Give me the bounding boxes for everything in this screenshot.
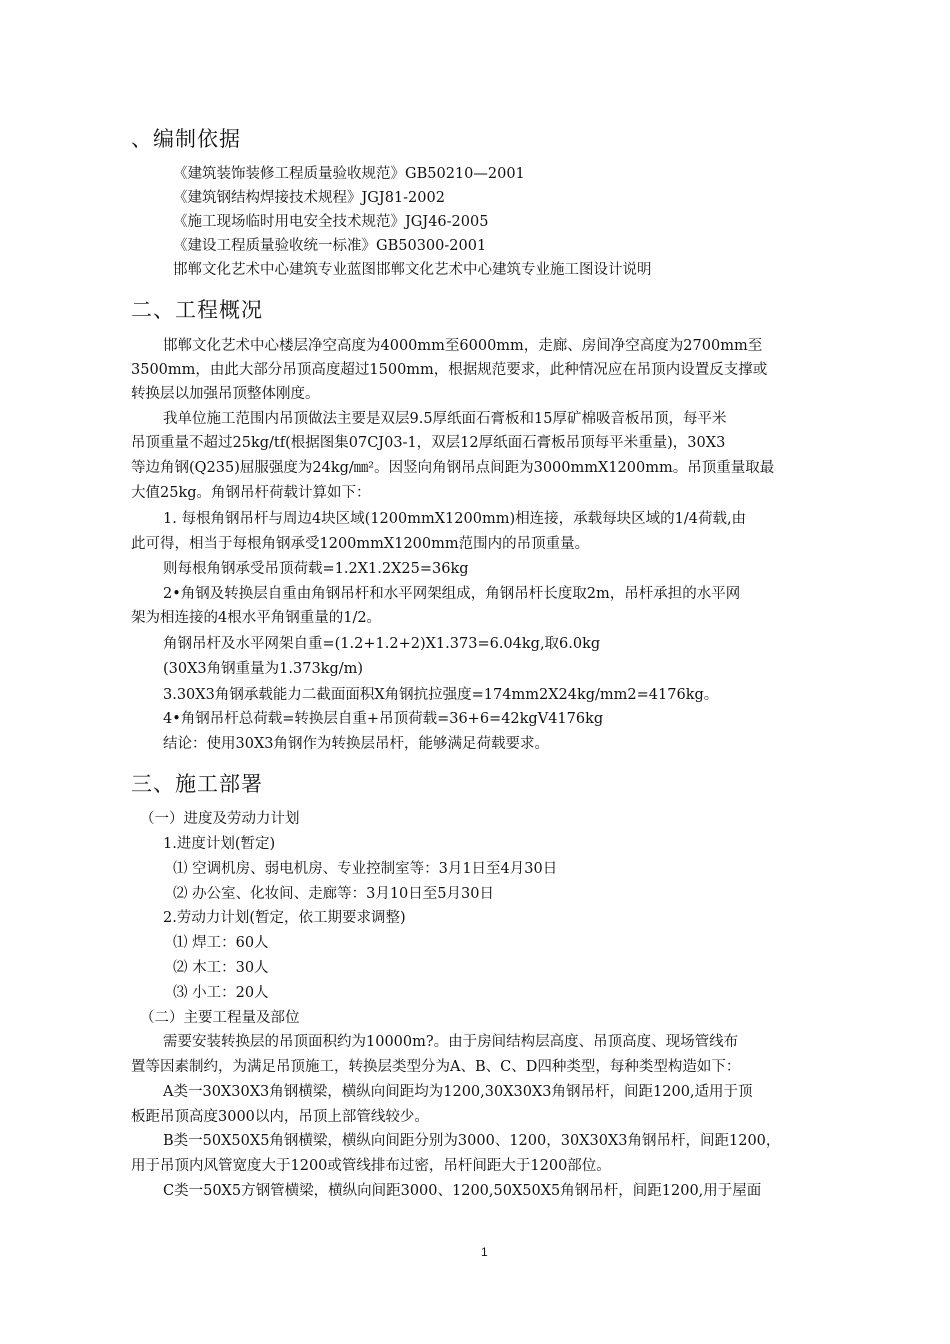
- body-line: 1. 每根角钢吊杆与周边4块区域(1200mmX1200mm)相连接，承载每块区域的1/4荷载,由: [163, 511, 747, 527]
- body-line: 转换层以加强吊顶整体刚度。: [131, 386, 320, 402]
- conclusion-line: 结论：使用30X3角钢作为转换层吊杆，能够满足荷载要求。: [163, 736, 549, 752]
- list-item: ⑶ 小工：20人: [173, 985, 269, 1001]
- body-line: 吊顶重量不超过25kg/tf(根据图集07CJ03-1，双层12厚纸面石膏板吊顶每平米重量)，30X3: [131, 435, 726, 451]
- body-line: 则每根角钢承受吊顶荷载=1.2X1.2X25=36kg: [163, 561, 469, 577]
- body-line: B类一50X50X5角钢横梁，横纵向间距分别为3000、1200，30X30X3角钢吊杆，间距1200，: [163, 1133, 781, 1149]
- body-line: (30X3角钢重量为1.373kg/m): [163, 661, 364, 677]
- body-line: 板距吊顶高度3000以内，吊顶上部管线较少。: [131, 1109, 429, 1125]
- body-line: 邯郸文化艺术中心楼层净空高度为4000mm至6000mm，走廊、房间净空高度为2700mm至: [163, 338, 763, 354]
- body-line: 需要安装转换层的吊顶面积约为10000m?。由于房间结构层高度、吊顶高度、现场管线布: [163, 1034, 739, 1050]
- body-line: 3500mm，由此大部分吊顶高度超过1500mm，根据规范要求，此种情况应在吊顶内设置反支撑或: [131, 362, 768, 378]
- body-line: 1.进度计划(暂定): [163, 836, 276, 852]
- reference-line: 《建筑装饰装修工程质量验收规范》GB50210—2001: [173, 166, 525, 182]
- section-heading-overview: 二、工程概况: [131, 298, 263, 322]
- reference-line: 邯郸文化艺术中心建筑专业蓝图邯郸文化艺术中心建筑专业施工图设计说明: [173, 262, 652, 278]
- body-line: 架为相连接的4根水平角钢重量的1/2。: [131, 610, 382, 626]
- list-item: ⑴ 焊工：60人: [173, 935, 269, 951]
- body-line: 用于吊顶内风管宽度大于1200或管线排布过密，吊杆间距大于1200部位。: [131, 1158, 611, 1174]
- body-line: A类一30X30X3角钢横梁，横纵向间距均为1200,30X30X3角钢吊杆，间距1200,适用于顶: [163, 1084, 753, 1100]
- subheading-line: （二）主要工程量及部位: [140, 1010, 300, 1026]
- body-line: 等边角钢(Q235)屈服强度为24kg/㎜²。因竖向角钢吊点间距为3000mmX1200mm。吊顶重量取最: [131, 460, 775, 476]
- list-item: ⑵ 木工：30人: [173, 960, 269, 976]
- body-line: 置等因素制约，为满足吊顶施工，转换层类型分为A、B、C、D四种类型，每种类型构造如下：: [131, 1059, 741, 1075]
- reference-line: 《建筑钢结构焊接技术规程》JGJ81-2002: [173, 190, 445, 206]
- body-line: 2.劳动力计划(暂定，依工期要求调整): [163, 910, 406, 926]
- body-line: C类一50X5方钢管横梁，横纵向间距3000、1200,50X50X5角钢吊杆，间距1200,用于屋面: [163, 1183, 762, 1199]
- reference-line: 《建设工程质量验收统一标准》GB50300-2001: [173, 238, 487, 254]
- list-item: ⑵ 办公室、化妆间、走廊等：3月10日至5月30日: [173, 886, 494, 902]
- body-line: 角钢吊杆及水平网架自重=(1.2+1.2+2)X1.373=6.04kg,取6.0kg: [163, 636, 601, 652]
- reference-line: 《施工现场临时用电安全技术规范》JGJ46-2005: [173, 214, 489, 230]
- subheading-line: （一）进度及劳动力计划: [140, 811, 300, 827]
- body-line: 4•角钢吊杆总荷载=转换层自重+吊顶荷载=36+6=42kgV4176kg: [163, 711, 604, 727]
- body-line: 2•角钢及转换层自重由角钢吊杆和水平网架组成，角钢吊杆长度取2m，吊杆承担的水平网: [163, 586, 741, 602]
- body-line: 此可得，相当于每根角钢承受1200mmX1200mm范围内的吊顶重量。: [131, 536, 590, 552]
- body-line: 大值25kg。角钢吊杆荷载计算如下：: [131, 485, 371, 501]
- body-line: 我单位施工范围内吊顶做法主要是双层9.5厚纸面石膏板和15厚矿棉吸音板吊顶，每平米: [163, 411, 727, 427]
- list-item: ⑴ 空调机房、弱电机房、专业控制室等：3月1日至4月30日: [173, 861, 558, 877]
- section-heading-basis: 、编制依据: [131, 127, 241, 151]
- section-heading-deployment: 三、施工部署: [131, 772, 263, 796]
- body-line: 3.30X3角钢承载能力二截面面积X角钢抗拉强度=174mm2X24kg/mm2=4176kg。: [163, 687, 719, 703]
- page-number: 1: [481, 1245, 488, 1259]
